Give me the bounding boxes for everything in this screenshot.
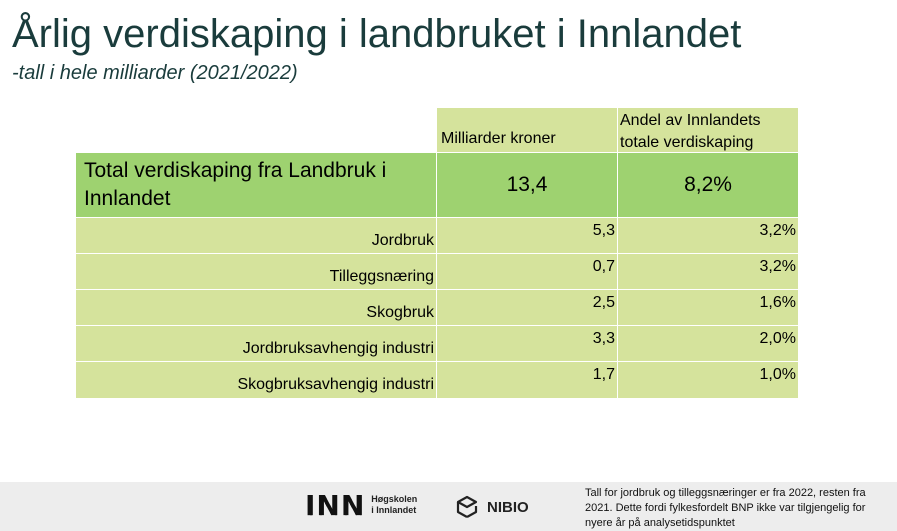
row-label: Tilleggsnæring [76,254,436,289]
row-label: Jordbruk [76,218,436,253]
row-label: Skogbruksavhengig industri [76,362,436,398]
inn-logo-line1: Høgskolen [371,494,418,504]
row-share: 1,6% [618,290,798,325]
nibio-mark-icon [455,494,479,520]
inn-logo-line2: i Innlandet [371,505,417,515]
inn-logo-letters: INN [305,488,366,522]
nibio-logo [455,494,529,520]
row-value: 2,5 [437,290,617,325]
header-billion-nok: Milliarder kroner [437,108,617,152]
inn-logo [305,490,417,520]
row-value: 0,7 [437,254,617,289]
nibio-logo-text: NIBIO [487,498,529,516]
total-value: 13,4 [437,153,617,217]
row-share: 3,2% [618,218,798,253]
page-subtitle: -tall i hele milliarder (2021/2022) [12,62,298,84]
page-title: Årlig verdiskaping i landbruket i Innlandet [12,12,742,56]
total-label: Total verdiskaping fra Landbruk i Innlandet [76,153,436,217]
total-share: 8,2% [618,153,798,217]
row-value: 3,3 [437,326,617,361]
row-share: 1,0% [618,362,798,398]
row-label: Jordbruksavhengig industri [76,326,436,361]
row-value: 1,7 [437,362,617,398]
row-value: 5,3 [437,218,617,253]
row-label: Skogbruk [76,290,436,325]
inn-logo-text [371,494,417,516]
header-share: Andel av Innlandets totale verdiskaping [618,108,798,152]
row-share: 3,2% [618,254,798,289]
footnote: Tall for jordbruk og tilleggsnæringer er fra 2022, resten fra 2021. Dette fordi fylkesfordelt BNP ikke var tilgjengelig for nyere år på analysetidspunktet [585,487,866,529]
row-share: 2,0% [618,326,798,361]
